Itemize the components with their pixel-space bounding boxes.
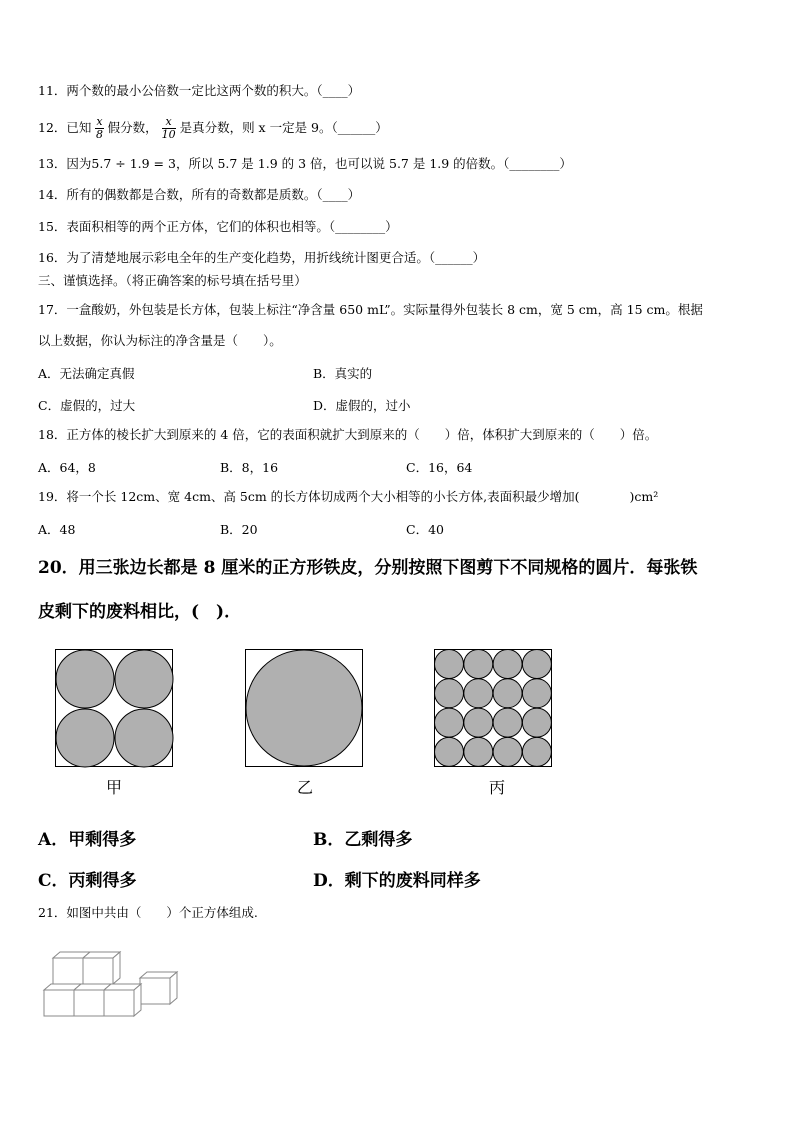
q19-option-c: C．40 xyxy=(406,522,444,537)
q20-option-d: D．剩下的废料同样多 xyxy=(313,871,481,891)
q18-option-c: C．16，64 xyxy=(406,460,473,475)
q17-option-d: D．虚假的，过小 xyxy=(313,398,411,413)
caption-yi: 乙 xyxy=(297,778,314,797)
q19-option-a: A．48 xyxy=(38,522,76,537)
circle xyxy=(522,679,551,708)
circle xyxy=(464,650,493,679)
circle xyxy=(522,650,551,679)
cube-stack-figure xyxy=(40,944,185,1022)
cube-face xyxy=(74,990,104,1016)
question-17-line2: 以上数据，你认为标注的净含量是（ ）。 xyxy=(38,333,282,348)
circle xyxy=(493,737,522,766)
section-3-heading: 三、谨慎选择。（将正确答案的标号填在括号里） xyxy=(38,273,307,288)
circle xyxy=(493,679,522,708)
question-17-line1: 17．一盒酸奶，外包装是长方体，包装上标注“净含量 650 mL”。实际量得外包装长 8 cm，宽 5 cm，高 15 cm。根据 xyxy=(38,302,703,317)
figure-bing-sixteen-circles xyxy=(434,649,554,769)
circle xyxy=(115,709,173,767)
question-14: 14．所有的偶数都是合数，所有的奇数都是质数。（____） xyxy=(38,187,361,202)
figure-yi-one-circle xyxy=(245,649,365,769)
circle xyxy=(56,650,114,708)
circle xyxy=(464,708,493,737)
circle xyxy=(522,708,551,737)
q18-option-b: B．8，16 xyxy=(220,460,279,475)
caption-jia: 甲 xyxy=(106,778,123,797)
circle xyxy=(493,708,522,737)
cube-face xyxy=(83,958,113,984)
circle xyxy=(56,709,114,767)
circle xyxy=(464,737,493,766)
circle xyxy=(435,650,464,679)
circle xyxy=(493,650,522,679)
circle xyxy=(435,708,464,737)
q12-f2-num: x xyxy=(162,116,176,129)
question-18: 18．正方体的棱长扩大到原来的 4 倍，它的表面积就扩大到原来的（ ）倍，体积扩大到原来的（ ）倍。 xyxy=(38,427,658,442)
question-12 xyxy=(38,113,388,143)
q12-prefix: 12．已知 xyxy=(38,120,92,135)
q13-prefix: 13．因为 xyxy=(38,156,92,171)
q20-option-c: C．丙剩得多 xyxy=(38,871,137,891)
cube-face xyxy=(44,990,74,1016)
cube-face xyxy=(53,958,83,984)
circle xyxy=(435,737,464,766)
q17-option-c: C．虚假的，过大 xyxy=(38,398,136,413)
question-15: 15．表面积相等的两个正方体，它们的体积也相等。（________） xyxy=(38,219,398,234)
circle xyxy=(522,737,551,766)
q20-option-a: A．甲剩得多 xyxy=(38,830,137,850)
q17-option-a: A．无法确定真假 xyxy=(38,366,135,381)
circle xyxy=(464,679,493,708)
q20-option-b: B．乙剩得多 xyxy=(313,830,413,850)
cube-face xyxy=(113,952,120,984)
q13-suffix: ，所以 5.7 是 1.9 的 3 倍，也可以说 5.7 是 1.9 的倍数。（________） xyxy=(175,156,572,171)
question-13 xyxy=(38,156,572,172)
question-21: 21．如图中共由（ ）个正方体组成. xyxy=(38,905,258,920)
circle xyxy=(246,650,362,766)
q12-f2-den: 10 xyxy=(161,128,176,141)
q12-suffix: 是真分数，则 x 一定是 9。（______） xyxy=(179,120,388,135)
fraction-x-over-10 xyxy=(162,116,176,141)
fraction-x-over-8 xyxy=(95,116,103,141)
question-20-line2: 皮剩下的废料相比，( )． xyxy=(38,602,242,622)
figure-jia-four-circles xyxy=(55,649,175,769)
cube-face xyxy=(140,978,170,1004)
circle xyxy=(115,650,173,708)
cube-face xyxy=(134,984,141,1016)
question-11: 11．两个数的最小公倍数一定比这两个数的积大。（____） xyxy=(38,83,361,98)
q12-f1-num: x xyxy=(96,115,103,128)
q13-math: 5.7 ÷ 1.9 = 3 xyxy=(91,156,176,171)
q19-option-b: B．20 xyxy=(220,522,258,537)
circle xyxy=(435,679,464,708)
q12-f1-den: 8 xyxy=(96,128,103,141)
q17-option-b: B．真实的 xyxy=(313,366,373,381)
q12-mid: 假分数， xyxy=(107,120,158,135)
q18-option-a: A．64，8 xyxy=(38,460,96,475)
question-20-line1: 20．用三张边长都是 8 厘米的正方形铁皮，分别按照下图剪下不同规格的圆片．每张铁 xyxy=(38,558,698,578)
cube-face xyxy=(170,972,177,1004)
cube-face xyxy=(104,990,134,1016)
caption-bing: 丙 xyxy=(489,778,506,797)
question-16: 16．为了清楚地展示彩电全年的生产变化趋势，用折线统计图更合适。（______） xyxy=(38,250,486,265)
question-19: 19．将一个长 12cm、宽 4cm、高 5cm 的长方体切成两个大小相等的小长方体,表面积最少增加( )cm² xyxy=(38,489,659,504)
